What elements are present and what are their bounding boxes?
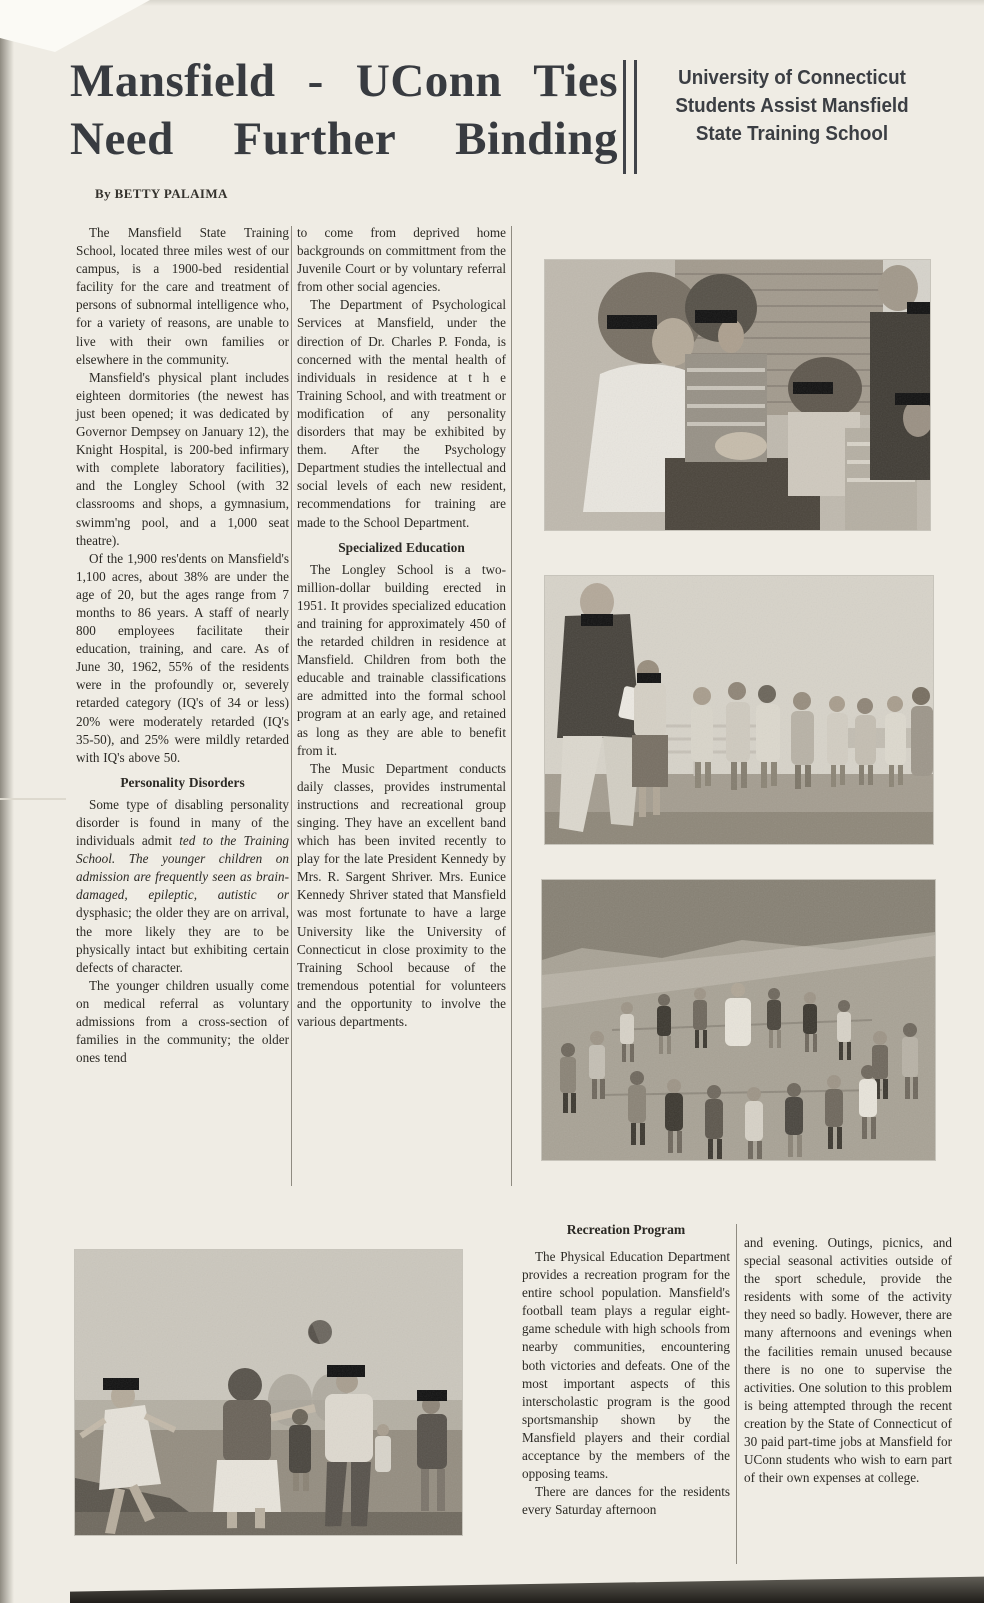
article-paragraph <box>76 796 289 977</box>
section-heading-personality-disorders: Personality Disorders <box>120 774 245 790</box>
photo-circle-game <box>542 880 935 1160</box>
column-divider <box>736 1224 737 1564</box>
subhead-line-1: University of Connecticut <box>678 67 906 89</box>
photo-students-brick-wall <box>545 260 930 530</box>
section-heading-recreation-program: Recreation Program <box>566 1222 686 1237</box>
torn-corner <box>0 0 170 58</box>
article-paragraph: Mansfield's physical plant includes eighteen dormitories (the newest has just been opened; it was dedicated by Governor Dempsey on January 12), the Knight Hospital, is 200-bed infirmary with complete laboratory facilities), and the Longley School (with 32 classrooms and shops, a gymnasium, swimm'ng pool, and a 1,000 seat theatre). <box>76 369 289 548</box>
photo-field-walk <box>545 576 933 844</box>
article-paragraph: The Physical Education Department provides a recreation program for the entire school population. Mansfield's football team plays a regular eight-game schedule with high schools from nearby communities, encountering both victories and defeats. One of the most important aspects of this interscholastic program is the good sportsmanship shown by the Mansfield players and their cordial acceptance by the members of the opposing teams. <box>522 1249 730 1482</box>
recreation-column-2 <box>744 1234 952 1487</box>
scan-edge-shadow <box>70 1573 984 1603</box>
byline: By BETTY PALAIMA <box>95 186 228 201</box>
article-column-1 <box>76 224 289 1067</box>
article-paragraph: The Music Department conducts daily classes, provides instrumental instructions and recreational group singing. They have an excellent band which has been invited recently to play for the late President Kennedy by Mrs. R. Sargent Shriver. Mrs. Eunice Kennedy Shriver stated that Mansfield was most fortunate to have a large University like the University of Connecticut in close proximity to the Training School because of the tremendous potential for volunteers and the opportunity to involve the various departments. <box>297 760 506 1030</box>
subhead-line-3: State Training School <box>695 123 889 145</box>
headline-divider-double-rule <box>623 60 637 174</box>
article-paragraph: There are dances for the residents every Saturday afternoon <box>522 1484 730 1518</box>
headline-line-2: Need Further Binding <box>70 113 618 165</box>
paragraph-text-italic: ted to the Training School. The younger children on admission are frequently seen as brain-damaged, epileptic, autistic or <box>76 833 290 903</box>
headline <box>70 52 618 168</box>
fold-crease <box>0 798 66 800</box>
recreation-column-1 <box>522 1248 730 1519</box>
subheadline <box>657 64 928 148</box>
article-paragraph: The Department of Psychological Services at Mansfield, under the direction of Dr. Charles P. Fonda, is concerned with the mental health of individuals in residence at t h e Training School, and with treatment or modification of any personality disorders that may be exhibited by them. After the Psychology Department studies the intellectual and social levels of each new resident, recommendations for training are made to the School Department. <box>297 297 506 530</box>
paragraph-text: dysphasic; the older they are on arrival, the more likely they are to be physically intact but exhibiting certain defects of character. <box>76 905 289 975</box>
paragraph-text: Some type of disabling personality disorder is found in many of the individuals admit <box>76 796 289 849</box>
headline-line-1: Mansfield - UConn Ties <box>70 55 618 107</box>
paper-left-edge-shadow <box>0 0 14 1603</box>
subhead-line-2: Students Assist Mansfield <box>675 95 909 117</box>
section-heading-specialized-education: Specialized Education <box>338 539 465 555</box>
article-paragraph: to come from deprived home backgrounds on committment from the Juvenile Court or by voluntary referral from other social agencies. <box>297 225 506 295</box>
article-column-2 <box>297 224 506 1031</box>
article-paragraph: The Longley School is a two-million-dollar building erected in 1951. It provides specialized education and training for approximately 450 of the retarded children in residence at Mansfield. Children from both the educable and trainable classifications are admitted into the formal school program at an early age, and retained as long as they are able to benefit from it. <box>297 561 506 758</box>
article-paragraph: and evening. Outings, picnics, and special seasonal activities outside of the sport schedule, provide the residents with some of the activity they need so badly. However, there are many afternoons and evenings when the facilities remain unused because there is no one to supervise the activities. One solution to this problem is being attempted through the recent creation by the State of Connecticut of 30 paid part-time jobs at Mansfield for UConn students who wish to earn part of their own expenses at college. <box>744 1235 952 1486</box>
column-divider <box>291 226 292 1186</box>
photo-ball-game <box>75 1250 462 1535</box>
article-paragraph: Of the 1,900 res'dents on Mansfield's 1,100 acres, about 38% are under the age of 20, but the ages range from 7 months to 86 years. A staff of nearly 800 employees facilitate their education, training, and care. As of June 30, 1962, 55% of the residents were in the profoundly or, severely retarded category (IQ's of 34 or less) 20% were moderately retarded (IQ's 35-50), and 25% were mildly retarded with IQ's above 50. <box>76 550 289 765</box>
article-paragraph: The Mansfield State Training School, located three miles west of our campus, is a 1900-bed residential facility for the care and treatment of persons of subnormal intelligence who, for a variety of reasons, are unable to live with their own families or elsewhere in the community. <box>76 225 289 367</box>
article-paragraph: The younger children usually come on medical referral as voluntary admissions from a cross-section of families in the community; the older ones tend <box>76 977 289 1066</box>
column-divider <box>511 226 512 1186</box>
